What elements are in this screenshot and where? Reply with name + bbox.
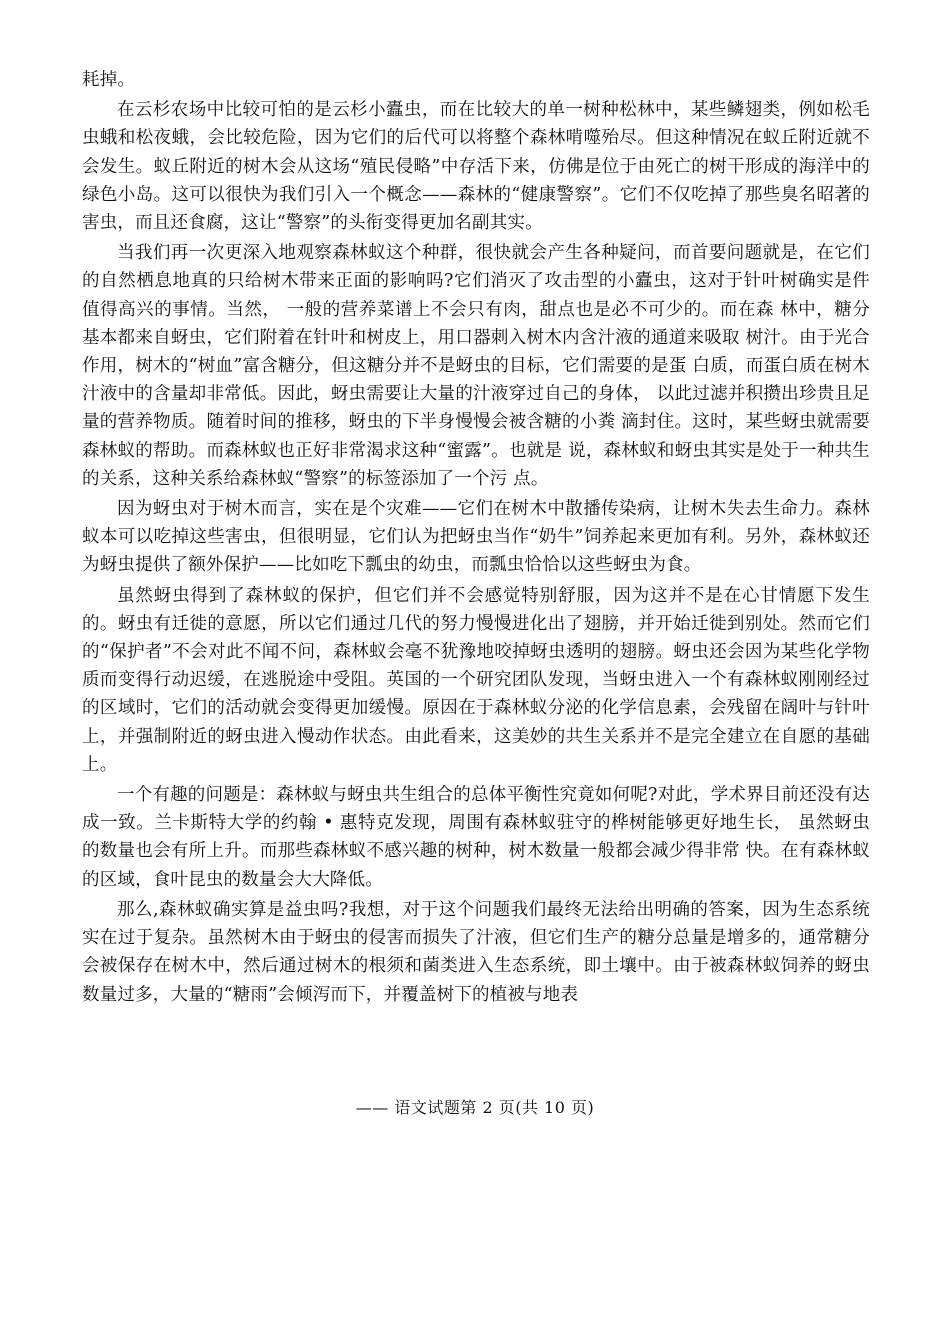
page-footer: —— 语文试题第 2 页(共 10 页)	[355, 1098, 595, 1117]
paragraph-continuation: 耗掉。	[82, 70, 136, 90]
paragraph-beneficial-question: 那么,森林蚁确实算是益虫吗?我想，对于这个问题我们最终无法给出明确的答案，因为生态系统实在过于复杂。虽然树木由于蚜虫的侵害而损失了汁液，但它们生产的糖分总量是增多的，通常糖分会被保存在树木中，然后通过树木的根须和菌类进入生态系统，即土壤中。由于被森林蚁饲养的蚜虫数量过多，大量的“糖雨”会倾泻而下，并覆盖树下的植被与地表	[82, 899, 870, 1005]
paragraph-aphid-migration: 虽然蚜虫得到了森林蚁的保护，但它们并不会感觉特别舒服，因为这并不是在心甘情愿下发生的。蚜虫有迁徙的意愿，所以它们通过几代的努力慢慢进化出了翅膀，并开始迁徙到别处。然而它们的“保护者”不会对此不闻不问，森林蚁会毫不犹豫地咬掉蚜虫透明的翅膀。蚜虫还会因为某些化学物质而变得行动迟缓，在逃脱途中受阻。英国的一个研究团队发现，当蚜虫进入一个有森林蚁刚刚经过的区域时，它们的活动就会变得更加缓慢。原因在于森林蚁分泌的化学信息素，会残留在阔叶与针叶上，并强制附近的蚜虫进入慢动作状态。由此看来，这美妙的共生关系并不是完全建立在自愿的基础上。	[82, 585, 870, 775]
document-body	[82, 66, 870, 1011]
paragraph-aphid-symbiosis: 当我们再一次更深入地观察森林蚁这个种群，很快就会产生各种疑问，而首要问题就是，在它们的自然栖息地真的只给树木带来正面的影响吗?它们消灭了攻击型的小蠹虫，这对于针叶树确实是件值得高兴的事情。当然， 一般的营养菜谱上不会只有肉，甜点也是必不可少的。而在森 林中，糖分基本都来自蚜虫，它们附着在针叶和树皮上，用口器刺入树木内含汁液的通道来吸取 树汁。由于光合作用，树木的“树血”富含糖分，但这糖分并不是蚜虫的目标，它们需要的是蛋 白质，而蛋白质在树木汁液中的含量却非常低。因此，蚜虫需要让大量的汁液穿过自己的身体， 以此过滤并积攒出珍贵且足量的营养物质。随着时间的推移，蚜虫的下半身慢慢会被含糖的小粪 滴封住。这时，某些蚜虫就需要森林蚁的帮助。而森林蚁也正好非常渴求这种“蜜露”。也就是 说，森林蚁和蚜虫其实是处于一种共生的关系，这种关系给森林蚁“警察”的标签添加了一个污 点。	[82, 243, 870, 489]
paragraph-aphid-disaster: 因为蚜虫对于树木而言，实在是个灾难——它们在树木中散播传染病，让树木失去生命力。森林蚁本可以吃掉这些害虫，但很明显，它们认为把蚜虫当作“奶牛”饲养起来更加有利。另外，森林蚁还为蚜虫提供了额外保护——比如吃下瓢虫的幼虫，而瓢虫恰恰以这些蚜虫为食。	[82, 499, 870, 576]
paragraph-balance-question: 一个有趣的问题是：森林蚁与蚜虫共生组合的总体平衡性究竟如何呢?对此，学术界目前还没有达成一致。兰卡斯特大学的约翰 • 惠特克发现，周围有森林蚁驻守的桦树能够更好地生长， 虽然蚜虫的数量也会有所上升。而那些森林蚁不感兴趣的树种，树木数量一般都会减少得非常 快。在有森林蚁的区域，食叶昆虫的数量会大大降低。	[82, 785, 870, 890]
paragraph-spruce-pests: 在云杉农场中比较可怕的是云杉小蠹虫，而在比较大的单一树种松林中，某些鳞翅类，例如松毛虫蛾和松夜蛾，会比较危险，因为它们的后代可以将整个森林啃噬殆尽。但这种情况在蚁丘附近就不会发生。蚁丘附近的树木会从这场“殖民侵略”中存活下来，仿佛是位于由死亡的树干形成的海洋中的绿色小岛。这可以很快为我们引入一个概念——森林的“健康警察”。它们不仅吃掉了那些臭名昭著的害虫，而且还食腐，这让“警察”的头衔变得更加名副其实。	[82, 100, 870, 234]
